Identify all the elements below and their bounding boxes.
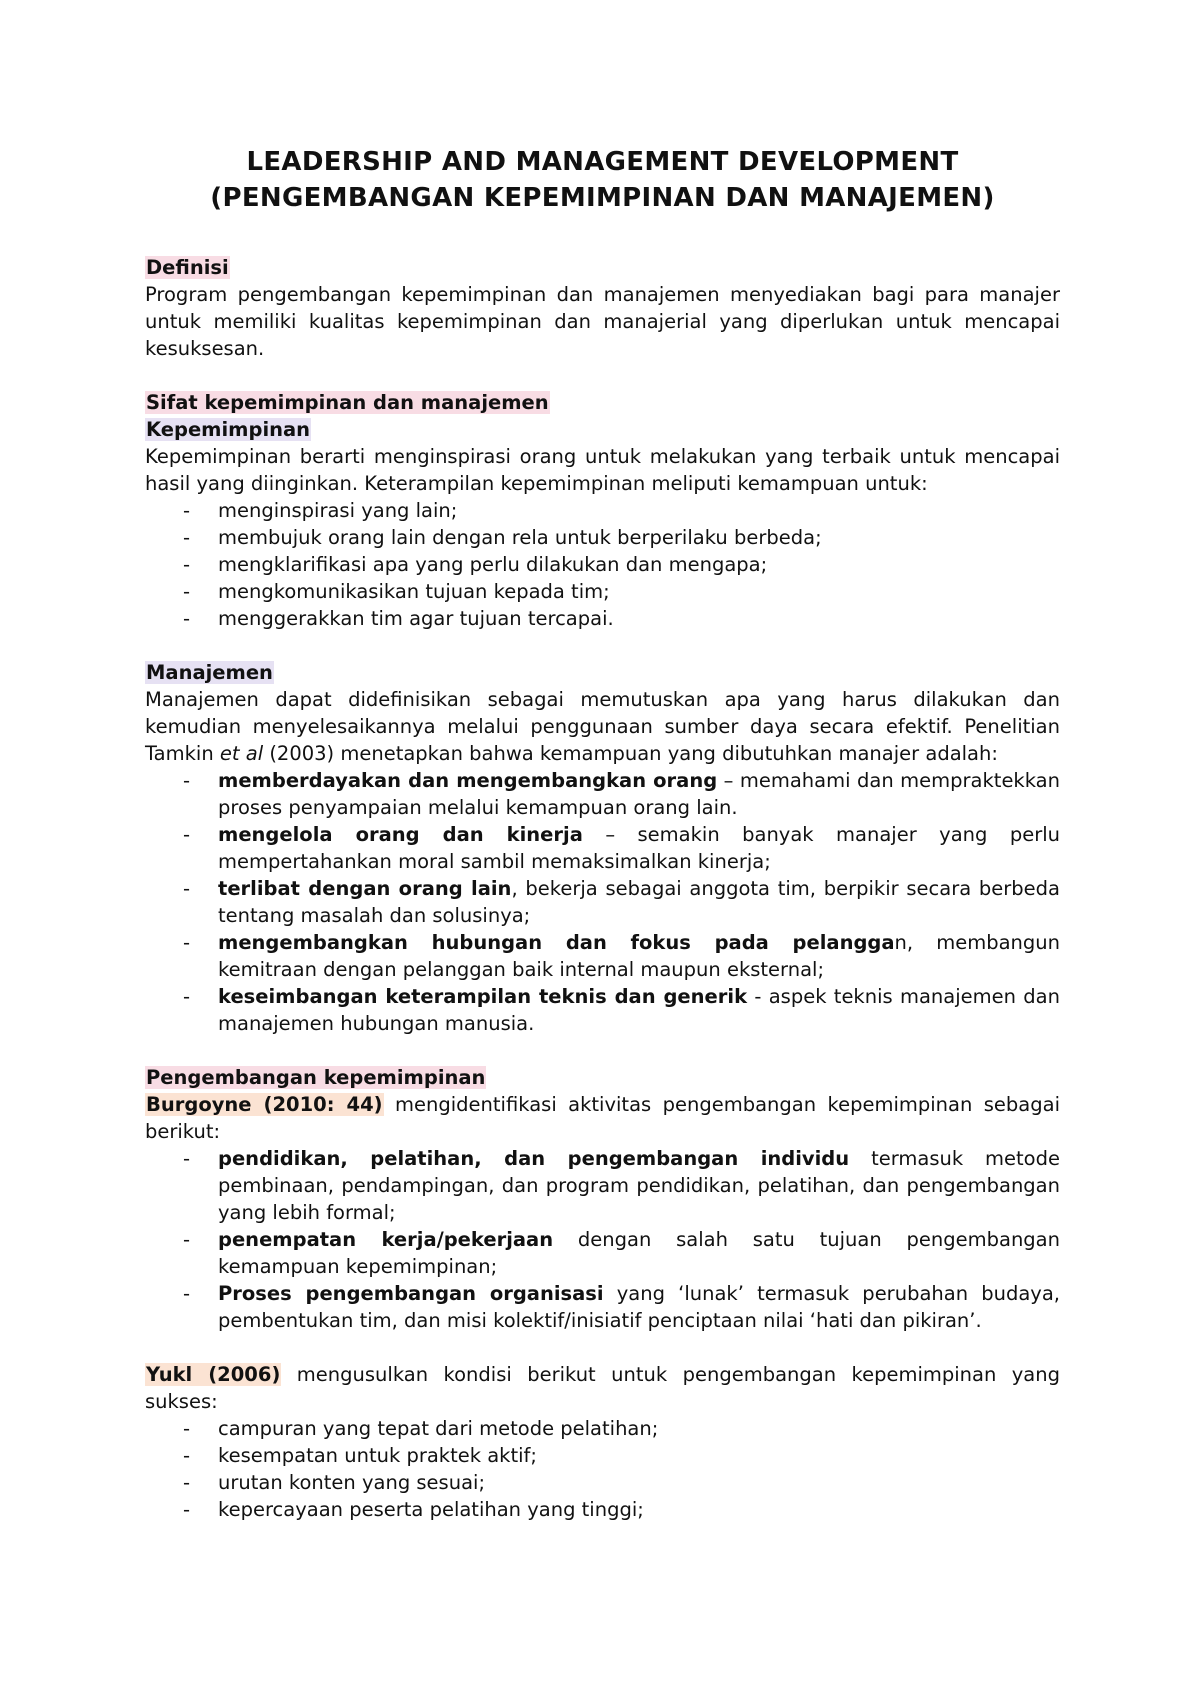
list-item: - mengembangkan hubungan dan fokus pada pelanggan, membangun kemitraan dengan pelanggan baik internal maupun eksternal; bbox=[183, 931, 1061, 981]
burgoyne-paragraph: Burgoyne (2010: 44) mengidentifikasi aktivitas pengembangan kepemimpinan sebagai berikut: bbox=[145, 1093, 1060, 1143]
yukl-list bbox=[145, 1415, 1060, 1523]
list-item: - mengkomunikasikan tujuan kepada tim; bbox=[183, 580, 610, 603]
list-item: - urutan konten yang sesuai; bbox=[183, 1471, 486, 1494]
section-heading-definisi: Definisi bbox=[146, 256, 229, 279]
yukl-paragraph: Yukl (2006) mengusulkan kondisi berikut untuk pengembangan kepemimpinan yang sukses: bbox=[145, 1363, 1060, 1413]
list-item: - kesempatan untuk praktek aktif; bbox=[183, 1444, 537, 1467]
list-item: - kepercayaan peserta pelatihan yang tinggi; bbox=[183, 1498, 644, 1521]
list-item: - terlibat dengan orang lain, bekerja sebagai anggota tim, berpikir secara berbeda tentang masalah dan solusinya; bbox=[183, 877, 1060, 927]
title-line-2: (PENGEMBANGAN KEPEMIMPINAN DAN MANAJEMEN) bbox=[210, 183, 995, 213]
list-item: - penempatan kerja/pekerjaan dengan salah satu tujuan pengembangan kemampuan kepemimpinan; bbox=[183, 1228, 1060, 1278]
document-body bbox=[145, 254, 1060, 1523]
citation-yukl: Yukl (2006) bbox=[146, 1363, 281, 1386]
citation-burgoyne: Burgoyne (2010: 44) bbox=[146, 1093, 383, 1116]
list-item: - mengelola orang dan kinerja – semakin banyak manajer yang perlu mempertahankan moral sambil memaksimalkan kinerja; bbox=[183, 823, 1060, 873]
section-heading-manajemen: Manajemen bbox=[146, 661, 273, 684]
list-item: - pendidikan, pelatihan, dan pengembangan individu termasuk metode pembinaan, pendampingan, dan program pendidikan, pelatihan, dan pengembangan yang lebih formal; bbox=[183, 1147, 1060, 1224]
subheading-kepemimpinan: Kepemimpinan bbox=[146, 418, 311, 441]
list-item: - campuran yang tepat dari metode pelatihan; bbox=[183, 1417, 659, 1440]
list-item: - menginspirasi yang lain; bbox=[183, 499, 458, 522]
pengembangan-list bbox=[145, 1145, 1060, 1334]
manajemen-paragraph: Manajemen dapat didefinisikan sebagai memutuskan apa yang harus dilakukan dan kemudian menyelesaikannya melalui penggunaan sumber daya secara efektif. Penelitian Tamkin et al (2003) menetapkan bahwa kemampuan yang dibutuhkan manajer adalah: bbox=[145, 688, 1060, 765]
list-item: - mengklarifikasi apa yang perlu dilakukan dan mengapa; bbox=[183, 553, 768, 576]
kepemimpinan-list bbox=[145, 497, 1060, 632]
definisi-paragraph: Program pengembangan kepemimpinan dan manajemen menyediakan bagi para manajer untuk memiliki kualitas kepemimpinan dan manajerial yang diperlukan untuk mencapai kesuksesan. bbox=[145, 283, 1060, 360]
section-heading-sifat: Sifat kepemimpinan dan manajemen bbox=[146, 391, 549, 414]
list-item: - keseimbangan keterampilan teknis dan generik - aspek teknis manajemen dan manajemen hubungan manusia. bbox=[183, 985, 1060, 1035]
kepemimpinan-paragraph: Kepemimpinan berarti menginspirasi orang untuk melakukan yang terbaik untuk mencapai hasil yang diinginkan. Keterampilan kepemimpinan meliputi kemampuan untuk: bbox=[145, 445, 1060, 495]
list-item: - memberdayakan dan mengembangkan orang – memahami dan mempraktekkan proses penyampaian melalui kemampuan orang lain. bbox=[183, 769, 1060, 819]
list-item: - menggerakkan tim agar tujuan tercapai. bbox=[183, 607, 614, 630]
document-title bbox=[145, 144, 1060, 216]
section-heading-pengembangan: Pengembangan kepemimpinan bbox=[146, 1066, 486, 1089]
list-item: - Proses pengembangan organisasi yang ‘lunak’ termasuk perubahan budaya, pembentukan tim, dan misi kolektif/inisiatif penciptaan nilai ‘hati dan pikiran’. bbox=[183, 1282, 1060, 1332]
list-item: - membujuk orang lain dengan rela untuk berperilaku berbeda; bbox=[183, 526, 822, 549]
title-line-1: LEADERSHIP AND MANAGEMENT DEVELOPMENT bbox=[246, 147, 959, 177]
manajemen-list bbox=[145, 767, 1060, 1037]
